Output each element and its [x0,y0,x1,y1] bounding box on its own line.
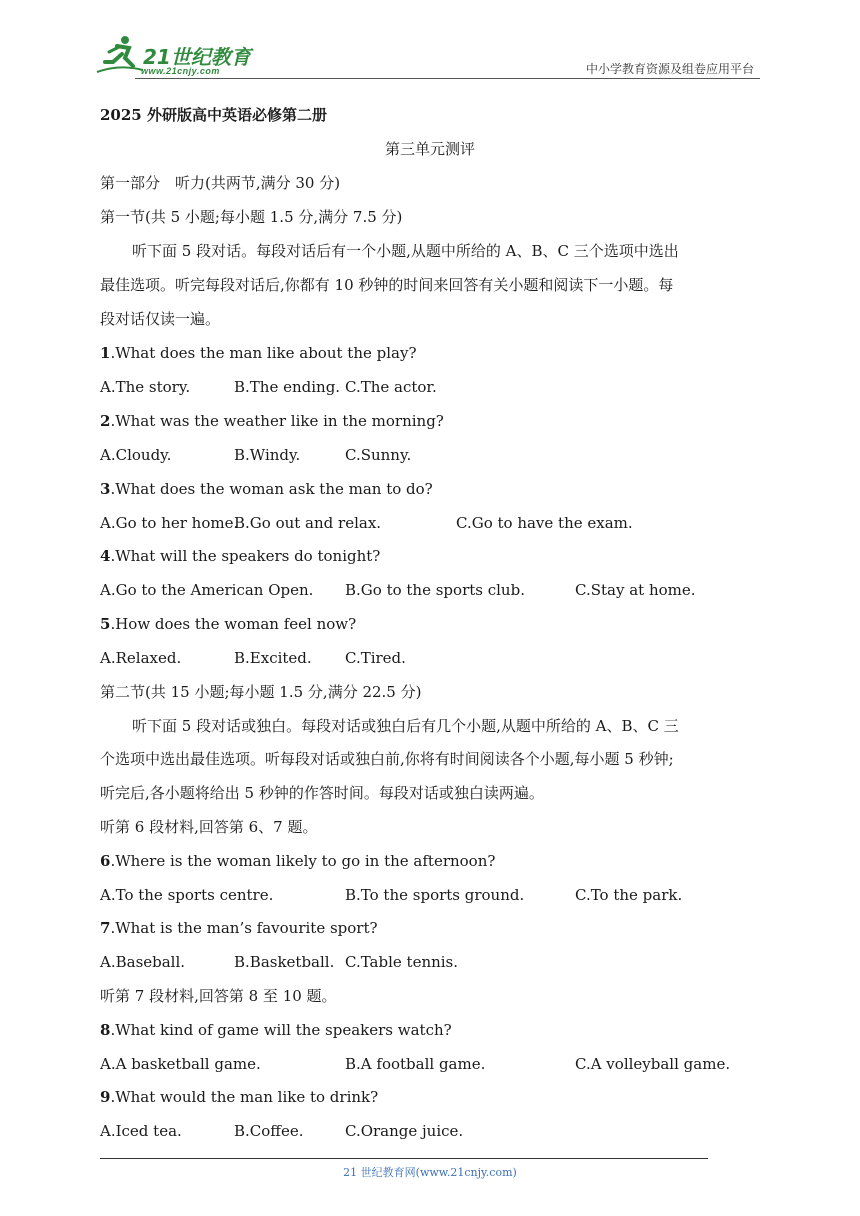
question-options [100,580,760,600]
question-options [100,1054,760,1074]
option-c: C.Table tennis. [345,953,459,971]
question-options [100,885,760,905]
site-logo[interactable] [95,34,265,76]
option-a: A.Baseball. [100,953,186,971]
question-text: .What is the man’s favourite sport? [110,919,378,937]
section2-instruction-line: 个选项中选出最佳选项。听每段对话或独白前,你将有时间阅读各个小题,每小题 5 秒钟; [100,750,674,768]
page-header [95,30,760,80]
part1-title: 第一部分 听力(共两节,满分 30 分) [100,174,341,192]
option-c: C.To the park. [575,886,683,904]
option-c: C.Sunny. [345,446,412,464]
question-options [100,1121,760,1141]
question-text: .How does the woman feel now? [110,615,357,633]
question-stem [100,918,378,938]
option-b: B.Go to the sports club. [345,581,525,599]
book-title: 2025 外研版高中英语必修第二册 [100,106,327,124]
section2-title: 第二节(共 15 小题;每小题 1.5 分,满分 22.5 分) [100,683,422,701]
option-b: B.Windy. [234,446,301,464]
question-options [100,513,760,533]
question-text: .What was the weather like in the morning? [110,412,444,430]
option-a: A.A basketball game. [100,1055,261,1073]
question-number: 6 [100,852,111,870]
question-stem [100,479,433,499]
option-a: A.Go to the American Open. [100,581,314,599]
question-text: .What kind of game will the speakers watch? [110,1021,452,1039]
option-b: B.Go out and relax. [234,514,382,532]
runner-icon [95,34,145,76]
section1-instruction-line: 听下面 5 段对话。每段对话后有一个小题,从题中所给的 A、B、C 三个选项中选出 [132,242,679,260]
header-platform-name: 中小学教育资源及组卷应用平台 [585,62,754,76]
option-b: B.Coffee. [234,1122,304,1140]
question-options [100,648,760,668]
material-heading: 听第 7 段材料,回答第 8 至 10 题。 [100,987,337,1005]
option-c: C.Stay at home. [575,581,696,599]
option-c: C.Tired. [345,649,406,667]
header-divider [135,78,760,79]
option-b: B.To the sports ground. [345,886,525,904]
option-c: C.Go to have the exam. [456,514,633,532]
question-stem [100,343,416,363]
section2-instruction-line: 听下面 5 段对话或独白。每段对话或独白后有几个小题,从题中所给的 A、B、C 三 [132,717,679,735]
question-text: .What will the speakers do tonight? [110,547,381,565]
option-a: A.Relaxed. [100,649,182,667]
logo-text: 21世纪教育 [143,45,251,69]
option-b: B.The ending. [234,378,341,396]
question-number: 4 [100,547,111,565]
question-stem [100,546,380,566]
option-b: B.Basketball. [234,953,335,971]
question-stem [100,411,444,431]
question-options [100,445,760,465]
footer-divider [100,1158,708,1159]
question-options [100,952,760,972]
section1-instruction-line: 段对话仅读一遍。 [100,310,221,328]
option-a: A.The story. [100,378,191,396]
question-text: .What does the man like about the play? [110,344,417,362]
question-number: 2 [100,412,111,430]
question-stem [100,1020,452,1040]
question-text: .What would the man like to drink? [110,1088,379,1106]
question-stem [100,614,356,634]
section2-instruction-line: 听完后,各小题将给出 5 秒钟的作答时间。每段对话或独白读两遍。 [100,784,544,802]
option-c: C.The actor. [345,378,437,396]
footer-link[interactable]: 21 世纪教育网(www.21cnjy.com) [343,1166,517,1179]
option-b: B.A football game. [345,1055,486,1073]
question-stem [100,851,495,871]
section1-instruction-line: 最佳选项。听完每段对话后,你都有 10 秒钟的时间来回答有关小题和阅读下一小题。每 [100,276,674,294]
option-a: A.Iced tea. [100,1122,182,1140]
option-c: C.A volleyball game. [575,1055,731,1073]
option-b: B.Excited. [234,649,312,667]
logo-url: www.21cnjy.com [141,66,220,76]
question-number: 9 [100,1088,111,1106]
option-a: A.Go to her home. [100,514,239,532]
option-a: A.To the sports centre. [100,886,274,904]
material-heading: 听第 6 段材料,回答第 6、7 题。 [100,818,318,836]
option-a: A.Cloudy. [100,446,172,464]
question-stem [100,1087,378,1107]
question-options [100,377,760,397]
question-number: 1 [100,344,111,362]
option-c: C.Orange juice. [345,1122,464,1140]
question-number: 3 [100,480,111,498]
question-text: .What does the woman ask the man to do? [110,480,433,498]
unit-title: 第三单元测评 [384,140,475,158]
question-number: 8 [100,1021,111,1039]
question-number: 7 [100,919,111,937]
section1-title: 第一节(共 5 小题;每小题 1.5 分,满分 7.5 分) [100,208,403,226]
question-number: 5 [100,615,111,633]
question-text: .Where is the woman likely to go in the afternoon? [110,852,496,870]
